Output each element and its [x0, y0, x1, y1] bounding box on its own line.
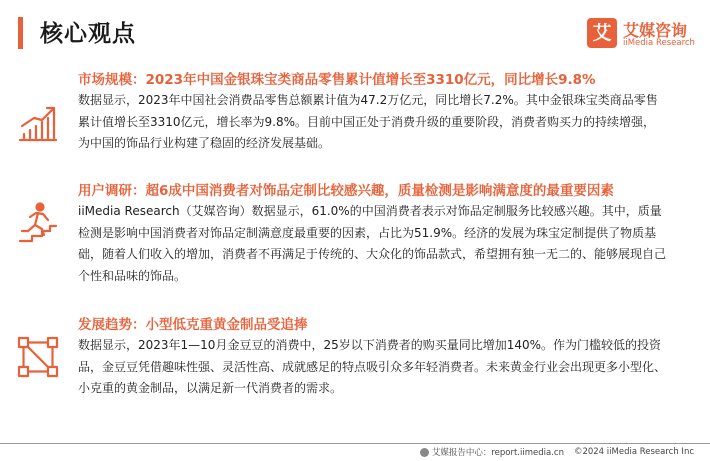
section-body: iiMedia Research（艾媒咨询）数据显示，61.0%的中国消费者表示对饰品定制服务比较感兴趣。其中，质量检测是影响中国消费者对饰品定制满意度最重要的因素，占比为51.9%。经济的发展为珠宝定制提供了物质基础，随着人们收入的增加，消费者不再满足于传统的、大众化的饰品款式，希望拥有独一无二的、能够展现自己个性和品味的饰品。 [78, 204, 667, 283]
section-body: 数据显示，2023年1—10月金豆豆的消费中，25岁以下消费者的购买量同比增加140%。作为门槛较低的投资品，金豆豆凭借趣味性强、灵活性高、成就感足的特点吸引众多年轻消费者。未来黄金行业会出现更多小型化、小克重的黄金制品，以满足新一代消费者的需求。 [78, 338, 667, 395]
title-accent-bar [18, 17, 23, 49]
footer-source: 艾媒报告中心：report.iimedia.cn [420, 446, 564, 458]
section-title: 发展趋势：小型低克重黄金制品受追捧 [78, 317, 308, 333]
report-center-icon [420, 448, 429, 457]
logo-mark-icon: 艾 [587, 18, 617, 48]
iimedia-logo [587, 18, 699, 52]
section-title: 用户调研：超6成中国消费者对饰品定制比较感兴趣，质量检测是影响满意度的最重要因素 [78, 183, 614, 199]
network-nodes-icon [16, 335, 60, 379]
section-title: 市场规模：2023年中国金银珠宝类商品零售累计值增长至3310亿元，同比增长9.8% [78, 72, 596, 88]
logo-name-cn: 艾媒咨询 [623, 21, 688, 40]
footer-divider [0, 443, 710, 444]
person-stairs-icon [16, 201, 60, 245]
logo-name-en: iiMedia Research [623, 38, 695, 48]
footer-copyright: ©2024 iiMedia Research Inc [573, 447, 694, 457]
page-title: 核心观点 [40, 21, 136, 47]
section-body: 数据显示，2023年中国社会消费品零售总额累计值为47.2万亿元，同比增长7.2%。其中金银珠宝类商品零售累计值增长至3310亿元，增长率为9.8%。目前中国正处于消费升级的重要阶段，消费者购买力的持续增强，为中国的饰品行业构建了稳固的经济发展基础。 [78, 93, 658, 150]
bar-growth-icon [16, 102, 60, 146]
footer [420, 446, 694, 458]
